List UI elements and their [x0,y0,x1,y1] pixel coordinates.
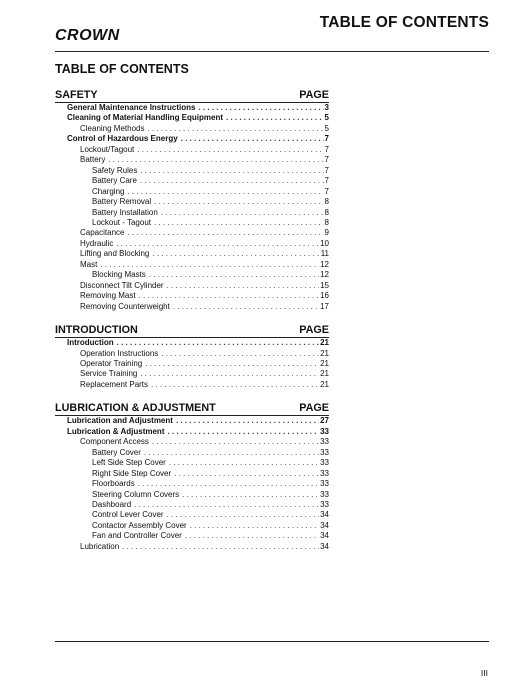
entry-page-number: 12 [320,259,329,269]
entry-page-number: 8 [324,197,329,207]
header-title: TABLE OF CONTENTS [319,14,489,31]
toc-entry[interactable] [55,479,329,489]
section-page-label: PAGE [299,402,329,415]
footer-rule [55,641,489,642]
entry-title: Floorboards [92,479,135,489]
entry-page-number: 21 [320,348,329,358]
entry-page-number: 33 [320,426,329,436]
crown-logo-icon [55,26,127,42]
toc-entry[interactable] [55,302,329,312]
section-page-label: PAGE [299,89,329,101]
entry-page-number: 27 [320,416,329,426]
dot-leader [147,124,323,134]
dot-leader [137,145,323,155]
entry-page-number: 12 [320,270,329,280]
dot-leader [140,369,319,379]
dot-leader [161,208,324,218]
dot-leader [152,249,319,259]
dot-leader [167,281,320,291]
entry-title: Service Training [80,369,138,379]
dot-leader [144,448,319,458]
section-title: INTRODUCTION [55,324,138,337]
dot-leader [198,103,323,113]
toc-entry[interactable] [55,291,329,301]
toc-entry[interactable] [55,349,329,359]
entry-title: Operator Training [80,358,143,368]
dot-leader [145,359,319,369]
entry-title: Component Access [80,437,149,447]
entry-title: Left Side Step Cover [92,458,166,468]
entry-title: Steering Column Covers [92,489,180,499]
entry-title: Mast [80,259,98,269]
entry-page-number: 34 [320,541,329,551]
page-number: III [480,668,488,678]
toc-entry[interactable] [55,260,329,270]
entry-page-number: 3 [324,103,329,112]
toc-entry[interactable] [55,542,329,552]
dot-leader [190,521,319,531]
entry-page-number: 7 [324,144,329,154]
entry-title: Battery Cover [92,447,141,457]
toc-entry[interactable] [55,103,329,113]
section-heading [55,88,329,103]
toc-entry[interactable] [55,145,329,155]
toc-entry[interactable] [55,458,329,468]
toc-entry[interactable] [55,124,329,134]
dot-leader [108,155,323,165]
dot-leader [154,197,323,207]
entry-title: Right Side Step Cover [92,468,172,478]
dot-leader [154,218,324,228]
entry-page-number: 34 [320,531,329,541]
dot-leader [138,479,319,489]
entry-title: Battery Installation [92,207,158,217]
entry-title: Lockout/Tagout [80,144,135,154]
entry-title: Removing Counterweight [80,301,170,311]
entry-title: Safety Rules [92,165,138,175]
entry-title: Battery [80,155,106,165]
section-title: LUBRICATION & ADJUSTMENT [55,402,216,415]
entry-page-number: 33 [320,499,329,509]
entry-page-number: 21 [320,338,329,348]
toc-entry[interactable] [55,500,329,510]
toc-entry[interactable] [55,380,329,390]
entry-page-number: 33 [320,479,329,489]
page-title: TABLE OF CONTENTS [55,62,189,76]
toc-entry[interactable] [55,197,329,207]
toc-entry[interactable] [55,208,329,218]
section-title: SAFETY [55,89,98,101]
entry-title: Hydraulic [80,238,114,248]
entry-page-number: 21 [320,379,329,389]
dot-leader [134,500,319,510]
toc-section [55,88,329,312]
entry-page-number: 21 [320,358,329,368]
section-page-label: PAGE [299,324,329,337]
toc-entry[interactable] [55,510,329,520]
brand-name: CROWN [55,27,120,42]
entry-page-number: 34 [320,520,329,530]
toc-section [55,323,329,390]
entry-title: Fan and Controller Cover [92,531,182,541]
section-heading [55,323,329,338]
dot-leader [174,469,319,479]
entry-page-number: 33 [320,447,329,457]
entry-title: Lubrication and Adjustment [67,416,173,426]
dot-leader [140,166,323,176]
entry-page-number: 8 [324,217,329,227]
dot-leader [167,427,319,437]
entry-title: General Maintenance Instructions [67,103,196,112]
entry-page-number: 7 [324,165,329,175]
toc-entry[interactable] [55,437,329,447]
entry-page-number: 5 [324,123,329,133]
toc-entry[interactable] [55,369,329,379]
entry-page-number: 11 [320,249,329,259]
toc-entry[interactable] [55,113,329,123]
dot-leader [185,531,319,541]
toc-entry[interactable] [55,176,329,186]
toc-entry[interactable] [55,490,329,500]
dot-leader [149,270,319,280]
table-of-contents [55,88,329,559]
entry-title: Cleaning of Material Handling Equipment [67,113,224,123]
toc-entry[interactable] [55,134,329,144]
dot-leader [173,302,319,312]
toc-entry[interactable] [55,338,329,348]
entry-title: Lifting and Blocking [80,249,150,259]
dot-leader [226,113,324,123]
entry-page-number: 7 [324,155,329,165]
toc-entry[interactable] [55,448,329,458]
entry-page-number: 7 [324,186,329,196]
toc-entry[interactable] [55,270,329,280]
entry-title: Charging [92,186,125,196]
dot-leader [122,542,319,552]
dot-leader [182,490,319,500]
toc-entry[interactable] [55,218,329,228]
dot-leader [151,380,319,390]
entry-title: Lubrication & Adjustment [67,426,165,436]
entry-title: Capacitance [80,228,125,238]
entry-title: Contactor Assembly Cover [92,520,187,530]
entry-title: Replacement Parts [80,379,149,389]
entry-page-number: 33 [320,458,329,468]
toc-entry[interactable] [55,228,329,238]
dot-leader [181,134,324,144]
entry-page-number: 21 [320,369,329,379]
entry-page-number: 7 [324,176,329,186]
dot-leader [116,239,319,249]
entry-title: Control Lever Cover [92,510,164,520]
entry-title: Battery Removal [92,197,152,207]
toc-entry[interactable] [55,281,329,291]
toc-entry[interactable] [55,187,329,197]
toc-entry[interactable] [55,531,329,541]
toc-entry[interactable] [55,469,329,479]
entry-title: Operation Instructions [80,348,159,358]
toc-entry[interactable] [55,155,329,165]
toc-entry[interactable] [55,166,329,176]
dot-leader [161,349,319,359]
toc-entry[interactable] [55,239,329,249]
entry-page-number: 7 [324,134,329,144]
entry-title: Blocking Masts [92,270,146,280]
dot-leader [127,187,323,197]
entry-page-number: 33 [320,437,329,447]
dot-leader [169,458,319,468]
entry-page-number: 17 [320,301,329,311]
entry-page-number: 9 [324,228,329,238]
entry-page-number: 5 [324,113,329,123]
toc-entry[interactable] [55,521,329,531]
entry-page-number: 10 [320,238,329,248]
section-heading [55,401,329,416]
dot-leader [100,260,319,270]
dot-leader [176,416,319,426]
entry-title: Cleaning Methods [80,123,145,133]
entry-page-number: 8 [324,207,329,217]
dot-leader [152,437,319,447]
entry-title: Dashboard [92,499,132,509]
dot-leader [140,176,324,186]
toc-entry[interactable] [55,249,329,259]
entry-page-number: 34 [320,510,329,520]
entry-title: Removing Mast [80,291,136,301]
dot-leader [167,510,320,520]
toc-entry[interactable] [55,416,329,426]
dot-leader [139,291,320,301]
entry-page-number: 16 [320,291,329,301]
entry-page-number: 15 [320,280,329,290]
entry-title: Lockout - Tagout [92,217,152,227]
dot-leader [127,228,323,238]
dot-leader [117,338,319,348]
entry-title: Lubrication [80,541,120,551]
toc-entry[interactable] [55,359,329,369]
entry-title: Disconnect Tilt Cylinder [80,280,164,290]
entry-title: Introduction [67,338,114,348]
entry-page-number: 33 [320,489,329,499]
entry-title: Control of Hazardous Energy [67,134,178,144]
header-rule [55,51,489,52]
toc-section [55,401,329,552]
entry-page-number: 33 [320,468,329,478]
toc-entry[interactable] [55,427,329,437]
brand-logo [55,26,127,47]
entry-title: Battery Care [92,176,137,186]
